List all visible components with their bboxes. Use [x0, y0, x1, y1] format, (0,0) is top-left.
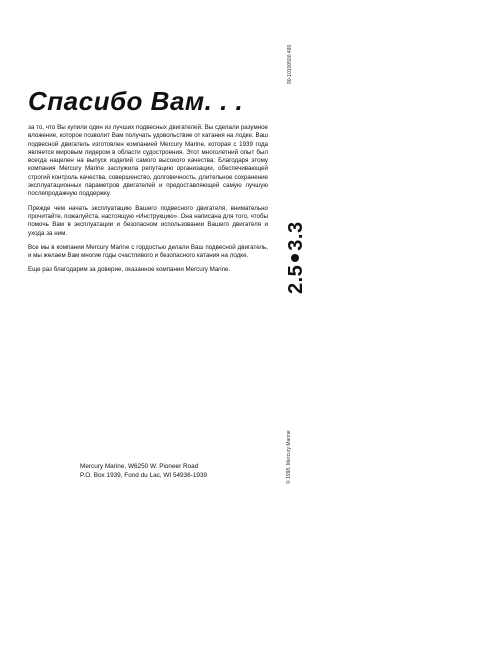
bullet-dot-icon — [291, 254, 299, 262]
model-left: 2.5 — [285, 264, 307, 294]
paragraph-intro: за то, что Вы купили один из лучших подвесных двигателей. Вы сделали разумное вложение, которое позволит Вам получать удовольствие от катания на лодке. Ваш подвесной двигатель изготовлен компанией Mercury Marine, которая с 1939 года является мировым лидером в области судостроения. Этот многолетний опыт был всегда нацелен на выпуск изделий самого высокого качества. Благодаря этому компания Mercury Marine заслужила репутацию организации, обеспечивающей строгий контроль качества, совершенство, долговечность, длительное сохранение эксплуатационных параметров двигателей и предоставляющей самую лучшую послепродажную поддержку. — [28, 124, 268, 198]
company-address — [80, 462, 207, 480]
model-right: 3.3 — [285, 221, 307, 251]
paragraph-read-manual: Прежде чем начать эксплуатацию Вашего подвесного двигателя, внимательно прочитайте, пожалуйста, настоящую «Инструкцию». Она написана для того, чтобы помочь Вам в эксплуатации и безопасном использовании Вашего двигателя и ухода за ним. — [28, 204, 268, 237]
body-text — [28, 124, 268, 281]
address-line-2: P.O. Box 1939, Fond du Lac, WI 54936-1939 — [80, 472, 208, 479]
paragraph-pride: Все мы в компании Mercury Marine с гордостью делали Ваш подвесной двигатель, и мы желаем Вам многие годы счастливого и безопасного катания на лодке. — [28, 243, 268, 260]
model-range — [285, 221, 308, 294]
address-line-1: Mercury Marine, W6250 W. Pioneer Road — [80, 463, 199, 470]
document-code: 90-10100500 499 — [287, 44, 293, 84]
copyright-notice: © 1998, Mercury Marine — [286, 430, 292, 484]
page-title: Спасибо Вам. . . — [28, 86, 244, 116]
paragraph-thanks: Еще раз благодарим за доверие, оказанное компании Mercury Marine. — [28, 266, 231, 274]
